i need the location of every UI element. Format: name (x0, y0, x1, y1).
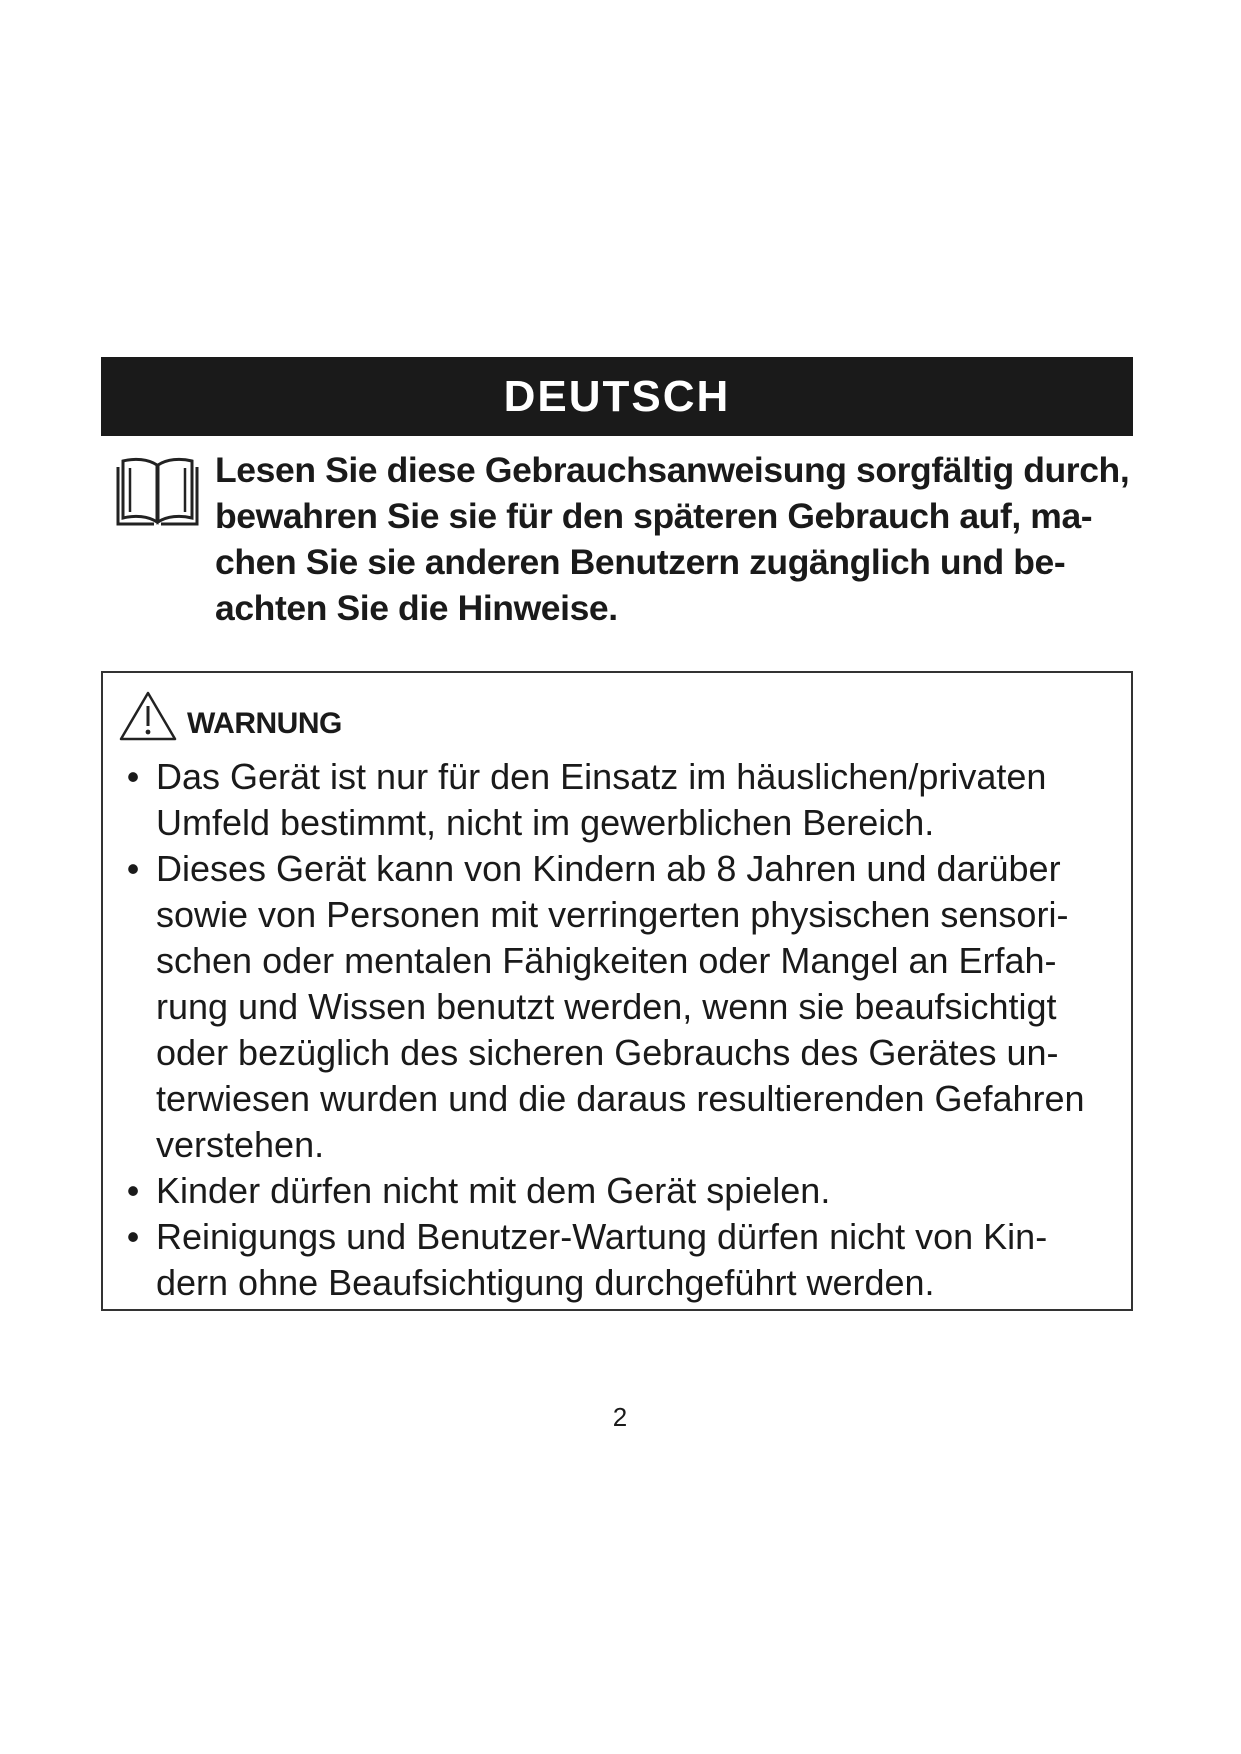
list-item (121, 1214, 1121, 1306)
language-title: DEUTSCH (503, 371, 731, 421)
warning-item-text: Dieses Gerät kann von Kindern ab 8 Jahren und darüber sowie von Personen mit verringerten physischen sensori- schen oder mentalen Fähigkeiten oder Mangel an Erfah- rung und Wissen benutzt werden, wenn sie beaufsichtigt oder bezüglich des sicheren Gebrauchs des Gerätes un- terwiesen wurden und die daraus resultierenden Gefahren verstehen. (156, 848, 1085, 1165)
list-item (121, 754, 1121, 846)
open-book-icon (114, 456, 201, 528)
language-header (101, 357, 1133, 436)
list-item (121, 846, 1121, 1168)
intro-instruction-text: Lesen Sie diese Gebrauchsanweisung sorgfältig durch, bewahren Sie sie für den späteren Gebrauch auf, ma- chen Sie sie anderen Benutzern zugänglich und be- achten Sie die Hinweise. (215, 450, 1130, 628)
warning-item-text: Das Gerät ist nur für den Einsatz im häuslichen/privaten Umfeld bestimmt, nicht im gewerblichen Bereich. (156, 756, 1047, 843)
list-item (121, 1168, 1121, 1214)
warning-triangle-icon (118, 690, 178, 742)
warning-list (121, 754, 1121, 1306)
page-number: 2 (612, 1402, 628, 1432)
warning-title: WARNUNG (187, 707, 342, 740)
bullet-icon: • (126, 756, 140, 797)
bullet-icon: • (126, 1170, 140, 1211)
warning-item-text: Reinigungs und Benutzer-Wartung dürfen nicht von Kin- dern ohne Beaufsichtigung durchgeführt werden. (156, 1216, 1048, 1303)
bullet-icon: • (126, 848, 140, 889)
bullet-icon: • (126, 1216, 140, 1257)
warning-item-text: Kinder dürfen nicht mit dem Gerät spielen. (156, 1170, 831, 1211)
